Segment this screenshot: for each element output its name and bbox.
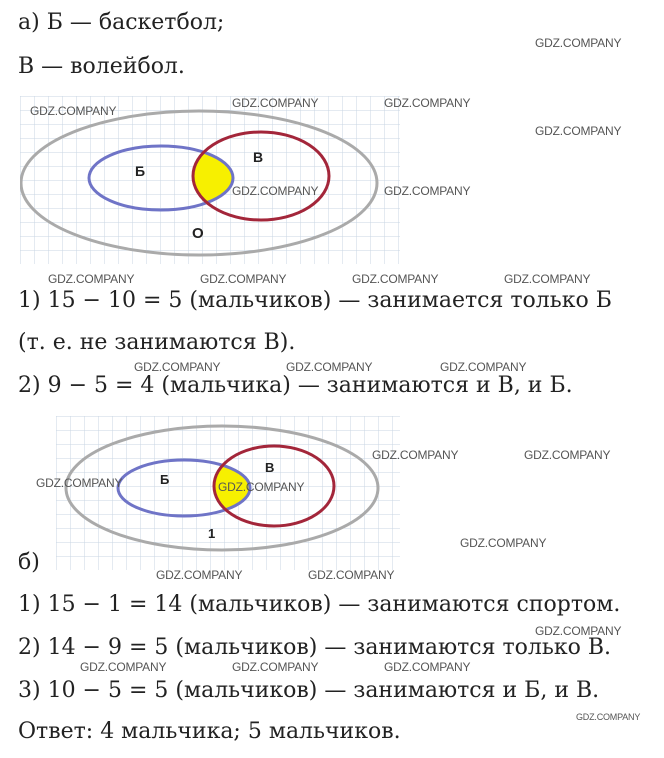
watermark: GDZ.COMPANY	[524, 448, 611, 462]
set-b-label: Б	[160, 472, 170, 487]
part-b-title: б)	[18, 550, 40, 575]
part-a-step-1: 1) 15 − 10 = 5 (мальчиков) — занимается только Б	[18, 288, 612, 313]
watermark: GDZ.COMPANY	[535, 624, 622, 638]
watermark: GDZ.COMPANY	[384, 96, 471, 110]
watermark: GDZ.COMPANY	[352, 272, 439, 286]
watermark: GDZ.COMPANY	[134, 360, 221, 374]
watermark: GDZ.COMPANY	[200, 272, 287, 286]
watermark: GDZ.COMPANY	[156, 568, 243, 582]
watermark: GDZ.COMPANY	[372, 448, 459, 462]
watermark: GDZ.COMPANY	[504, 272, 591, 286]
watermark: GDZ.COMPANY	[36, 476, 123, 490]
set-v-definition: В — волейбол.	[18, 54, 185, 79]
watermark: GDZ.COMPANY	[384, 660, 471, 674]
watermark: GDZ.COMPANY	[308, 568, 395, 582]
watermark: GDZ.COMPANY	[218, 480, 305, 494]
watermark: GDZ.COMPANY	[48, 272, 135, 286]
part-a-title: а) Б — баскетбол;	[18, 10, 225, 35]
watermark: GDZ.COMPANY	[460, 536, 547, 550]
part-b-step-1: 1) 15 − 1 = 14 (мальчиков) — занимаются спортом.	[18, 592, 621, 617]
outside-count-label: 1	[208, 526, 216, 541]
part-a-step-1-continued: (т. е. не занимаются В).	[18, 330, 296, 355]
watermark: GDZ.COMPANY	[535, 36, 622, 50]
answer: Ответ: 4 мальчика; 5 мальчиков.	[18, 719, 401, 744]
venn-diagram-a	[20, 96, 400, 264]
part-b-step-2: 2) 14 − 9 = 5 (мальчиков) — занимаются только В.	[18, 635, 612, 660]
watermark: GDZ.COMPANY	[286, 360, 373, 374]
outside-label: О	[192, 225, 204, 242]
set-v-label: В	[265, 460, 275, 475]
part-a-step-2: 2) 9 − 5 = 4 (мальчика) — занимаются и В, и Б.	[18, 373, 573, 398]
watermark: GDZ.COMPANY	[535, 124, 622, 138]
watermark: GDZ.COMPANY	[232, 660, 319, 674]
set-v-label: В	[253, 149, 264, 165]
watermark: GDZ.COMPANY	[384, 184, 471, 198]
watermark: GDZ.COMPANY	[80, 660, 167, 674]
watermark: GDZ.COMPANY	[30, 104, 117, 118]
set-b-label: Б	[135, 163, 146, 179]
watermark: GDZ.COMPANY	[576, 712, 641, 722]
watermark: GDZ.COMPANY	[440, 360, 527, 374]
watermark: GDZ.COMPANY	[232, 96, 319, 110]
part-b-step-3: 3) 10 − 5 = 5 (мальчиков) — занимаются и Б, и В.	[18, 678, 600, 703]
watermark: GDZ.COMPANY	[232, 184, 319, 198]
